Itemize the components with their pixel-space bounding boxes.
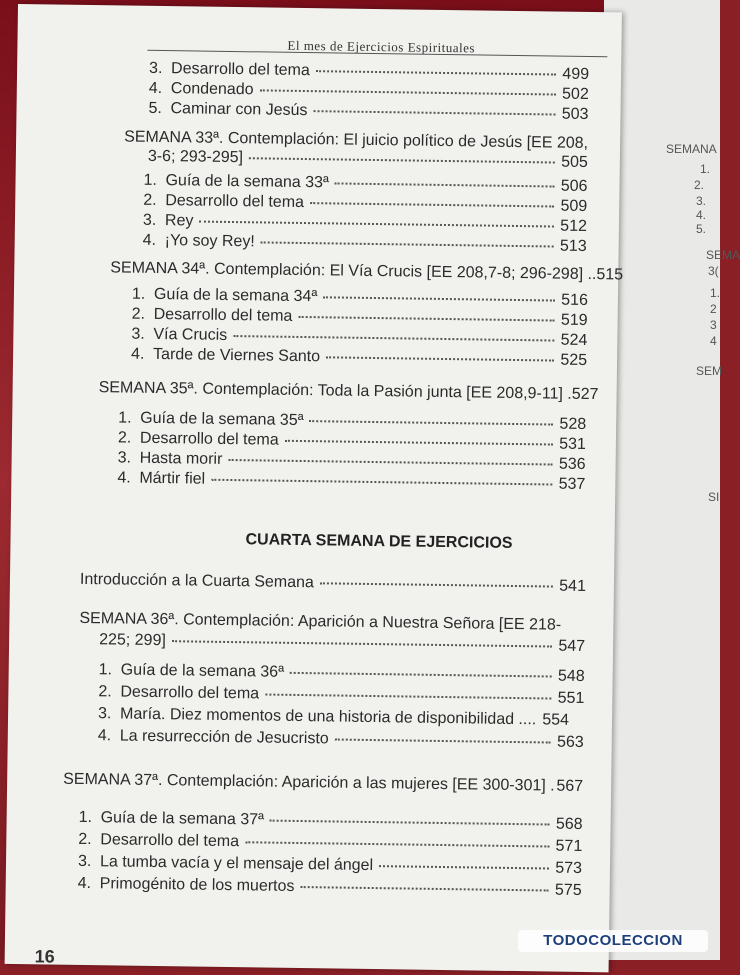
toc-entry: 2. Desarrollo del tema 571 [78, 830, 583, 855]
toc-entry: 3. Hasta morir 536 [117, 449, 586, 473]
semana-36-heading: SEMANA 36ª. Contemplación: Aparición a Nuestra Señora [EE 218- [79, 609, 562, 634]
book-page [5, 4, 622, 972]
right-fragment: 1. [710, 286, 721, 300]
right-fragment: 4. [696, 208, 707, 222]
right-page [604, 0, 740, 960]
toc-entry: 2. Desarrollo del tema 551 [98, 683, 585, 707]
semana-35-heading: SEMANA 35ª. Contemplación: Toda la Pasión junta [EE 208,9-11] . 527 [98, 379, 599, 404]
watermark-logo: TODOCOLECCION [518, 930, 708, 952]
toc-entry: 1. Guía de la semana 35ª 528 [118, 409, 587, 433]
semana-37-heading: SEMANA 37ª. Contemplación: Aparición a las mujeres [EE 300-301] . 567 [63, 770, 584, 795]
toc-entry: 3-6; 293-295] 505 [147, 147, 588, 171]
toc-entry: 4. Condenado 502 [148, 79, 589, 103]
right-fragment: SEM [696, 364, 723, 378]
right-fragment: 2 [710, 302, 717, 316]
right-fragment: SI [708, 490, 720, 504]
right-fragment: 3. [696, 194, 707, 208]
toc-entry: 2. Desarrollo del tema 519 [131, 305, 588, 329]
toc-entry: 1. Guía de la semana 37ª 568 [78, 808, 583, 833]
toc-entry: 225; 299] 547 [99, 631, 586, 655]
toc-entry: 5. Caminar con Jesús 503 [148, 99, 589, 123]
semana-33-heading: SEMANA 33ª. Contemplación: El juicio político de Jesús [EE 208, [124, 128, 589, 152]
semana-34-heading: SEMANA 34ª. Contemplación: El Vía Crucis [EE 208,7-8; 296-298] .. 515 [110, 259, 624, 284]
right-fragment: 2. [694, 178, 705, 192]
toc-entry: 3. Desarrollo del tema 499 [148, 59, 590, 83]
toc-entry: 2. Desarrollo del tema 509 [143, 191, 588, 215]
toc-entry: 3. La tumba vacía y el mensaje del ángel 573 [77, 852, 583, 877]
right-fragment: 3 [710, 318, 717, 332]
section-title: CUARTA SEMANA DE EJERCICIOS [245, 531, 513, 552]
running-header: El mes de Ejercicios Espirituales [287, 37, 476, 56]
right-fragment: 4 [710, 334, 717, 348]
toc-entry: 1. Guía de la semana 36ª 548 [98, 661, 585, 685]
toc-entry: 4. La resurrección de Jesucristo 563 [97, 727, 584, 751]
toc-entry: 4. ¡Yo soy Rey! 513 [142, 231, 587, 255]
right-fragment: SEMA [706, 248, 740, 262]
toc-entry: Introducción a la Cuarta Semana 541 [79, 570, 587, 595]
right-fragment: 3( [708, 264, 719, 278]
right-fragment: 5. [696, 222, 707, 236]
toc-entry: 4. Primogénito de los muertos 575 [77, 874, 582, 899]
toc-entry: 1. Guía de la semana 33ª 506 [143, 171, 588, 195]
page-number: 16 [34, 946, 55, 967]
right-fragment: SEMANA [666, 142, 717, 156]
toc-entry: 4. Tarde de Viernes Santo 525 [131, 345, 588, 369]
toc-entry: 3. María. Diez momentos de una historia de disponibilidad .... 554 [97, 705, 570, 729]
toc-entry: 4. Mártir fiel 537 [117, 469, 586, 493]
right-fragment: 1. [700, 162, 711, 176]
toc-entry: 3. Vía Crucis 524 [131, 325, 588, 349]
toc-entry: 2. Desarrollo del tema 531 [117, 429, 587, 453]
toc-entry: 1. Guía de la semana 34ª 516 [131, 285, 589, 309]
toc-entry: 3. Rey 512 [142, 211, 588, 235]
